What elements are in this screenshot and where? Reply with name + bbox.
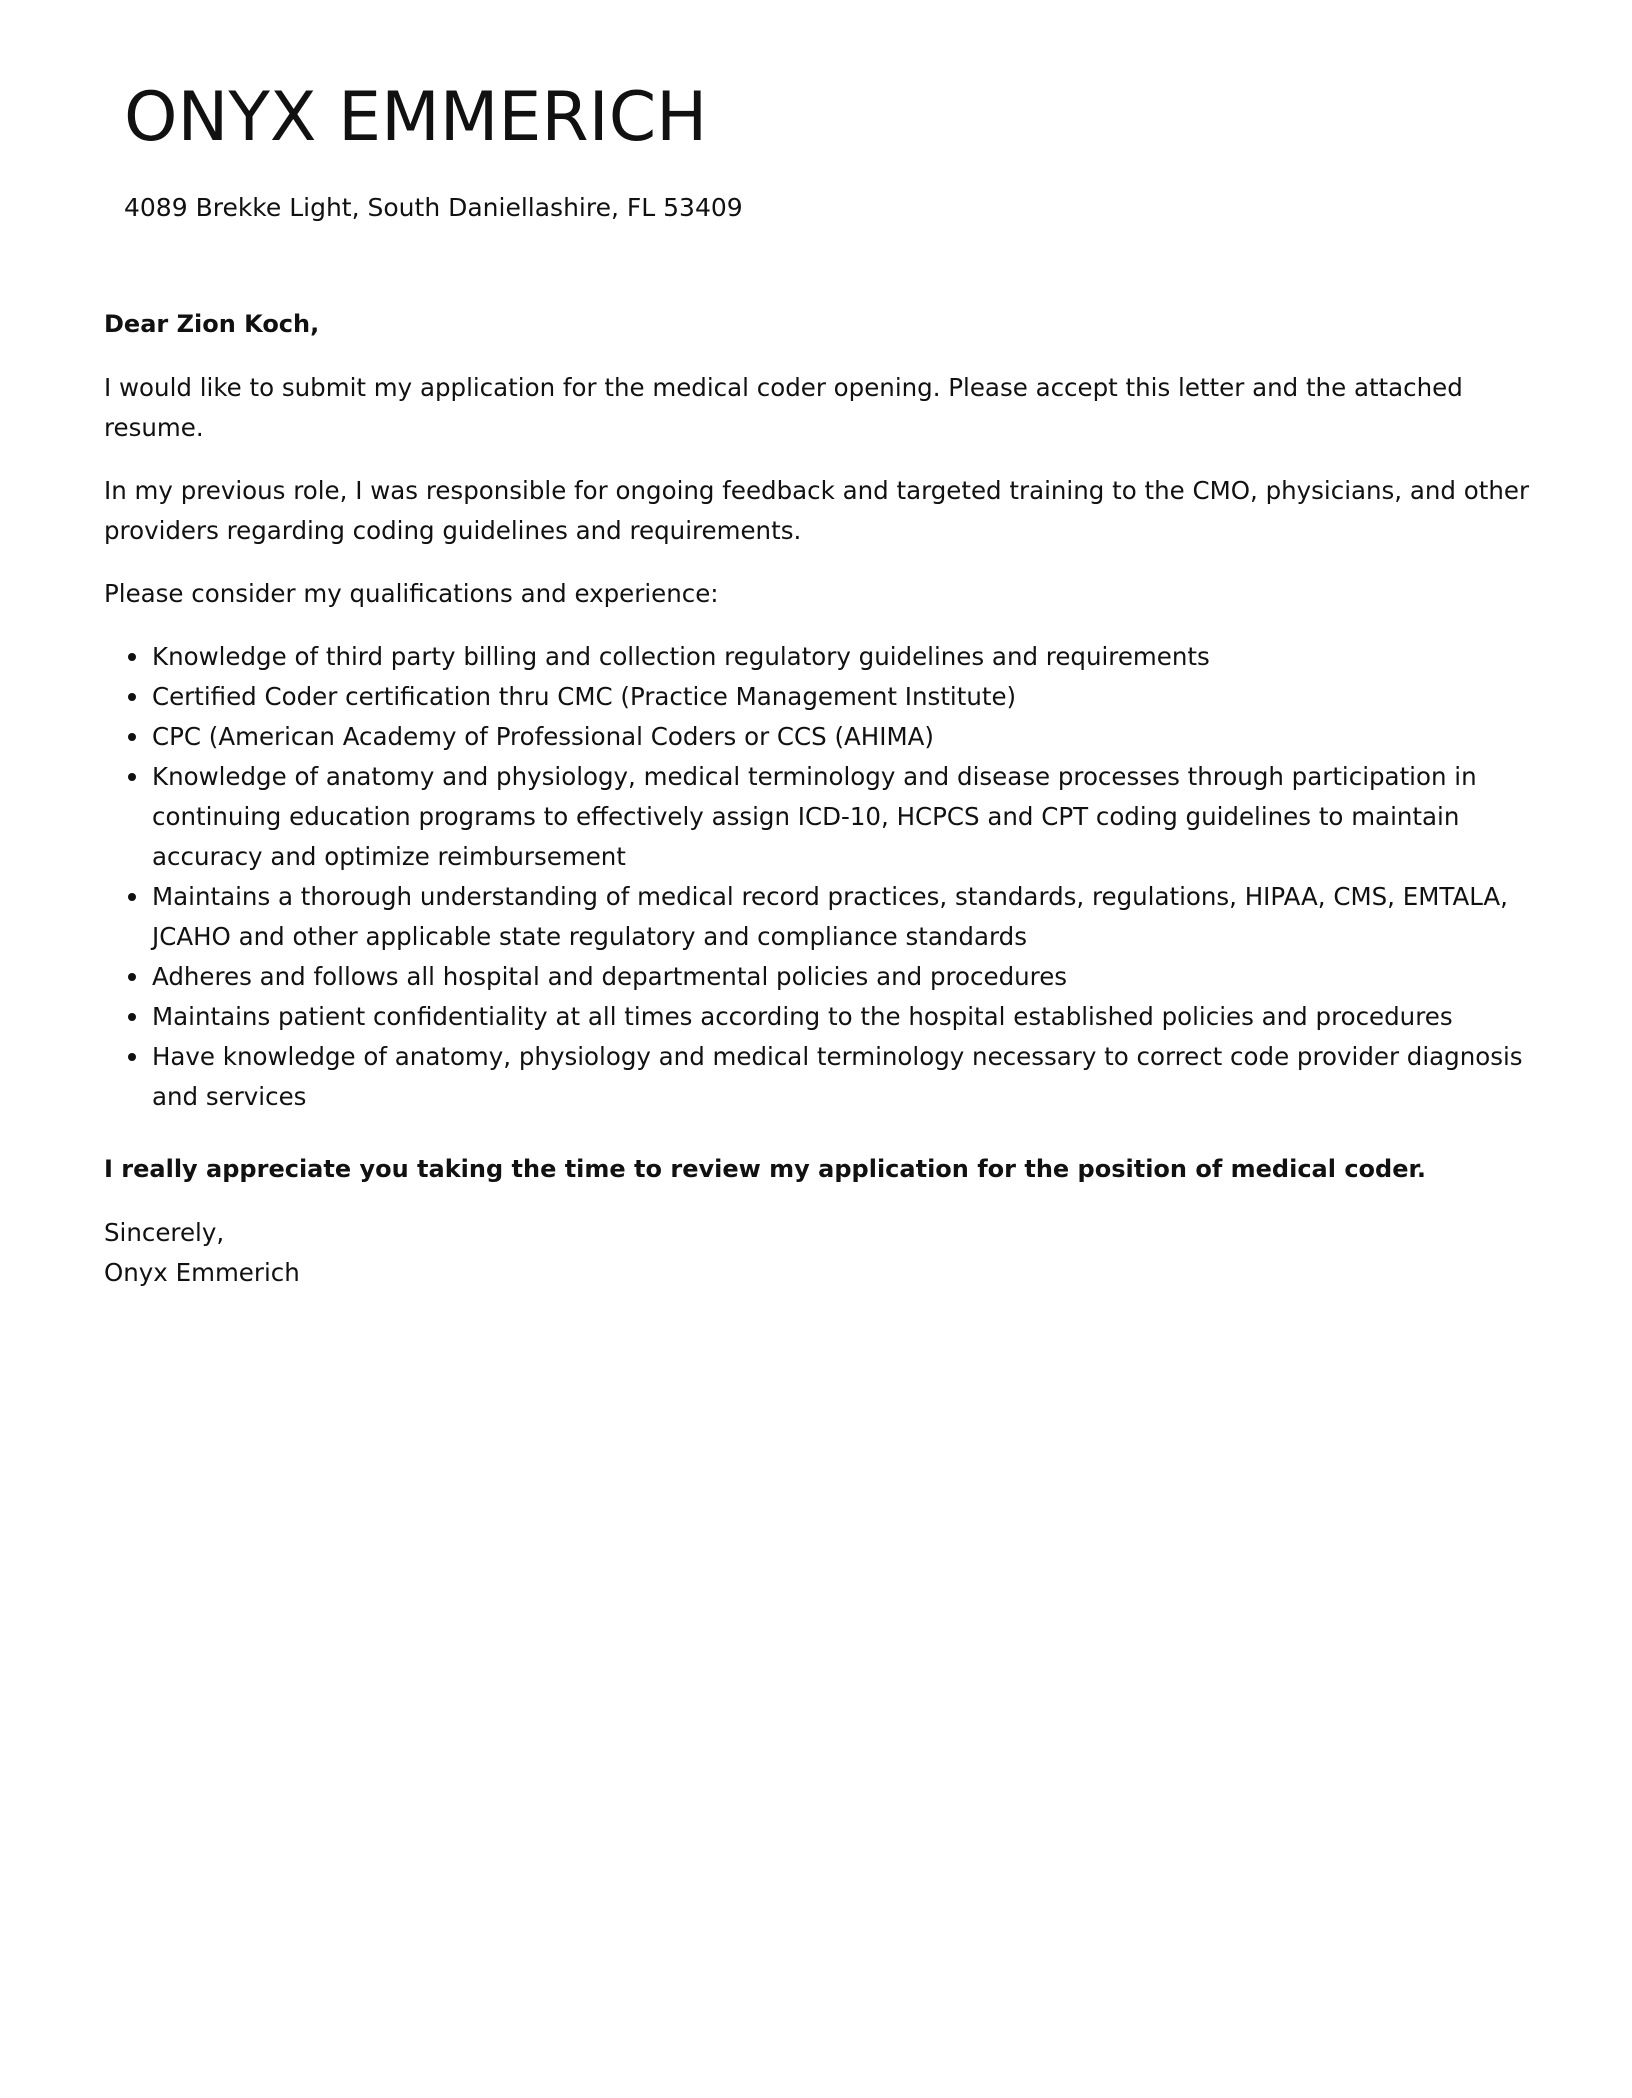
closing-paragraph: I really appreciate you taking the time to review my application for the position of medical coder.	[104, 1155, 1427, 1183]
applicant-address: 4089 Brekke Light, South Daniellashire, FL 53409	[124, 193, 743, 222]
qualification-item: Certified Coder certification thru CMC (Practice Management Institute)	[152, 677, 1534, 717]
qualification-item: CPC (American Academy of Professional Coders or CCS (AHIMA)	[152, 717, 1534, 757]
qualification-item: Knowledge of third party billing and collection regulatory guidelines and requirements	[152, 637, 1534, 677]
signoff: Sincerely,	[104, 1218, 225, 1247]
letter-body	[104, 304, 1534, 1293]
qualification-item: Knowledge of anatomy and physiology, medical terminology and disease processes through participation in continuing education programs to effectively assign ICD-10, HCPCS and CPT coding guidelines to maintain accuracy and optimize reimbursement	[152, 757, 1534, 877]
intro-paragraph: I would like to submit my application for the medical coder opening. Please accept this letter and the attached resume.	[104, 373, 1463, 442]
letter-header	[124, 70, 1524, 226]
qualification-item: Have knowledge of anatomy, physiology and medical terminology necessary to correct code provider diagnosis and services	[152, 1037, 1534, 1117]
qualifications-intro: Please consider my qualifications and experience:	[104, 579, 719, 608]
qualifications-list	[104, 637, 1534, 1117]
signature-name: Onyx Emmerich	[104, 1258, 300, 1287]
qualification-item: Maintains a thorough understanding of medical record practices, standards, regulations, HIPAA, CMS, EMTALA, JCAHO and other applicable state regulatory and compliance standards	[152, 877, 1534, 957]
qualification-item: Adheres and follows all hospital and departmental policies and procedures	[152, 957, 1534, 997]
qualification-item: Maintains patient confidentiality at all times according to the hospital established policies and procedures	[152, 997, 1534, 1037]
previous-role-paragraph: In my previous role, I was responsible for ongoing feedback and targeted training to the CMO, physicians, and other providers regarding coding guidelines and requirements.	[104, 476, 1530, 545]
salutation: Dear Zion Koch,	[104, 310, 320, 338]
applicant-name: ONYX EMMERICH	[124, 78, 708, 157]
